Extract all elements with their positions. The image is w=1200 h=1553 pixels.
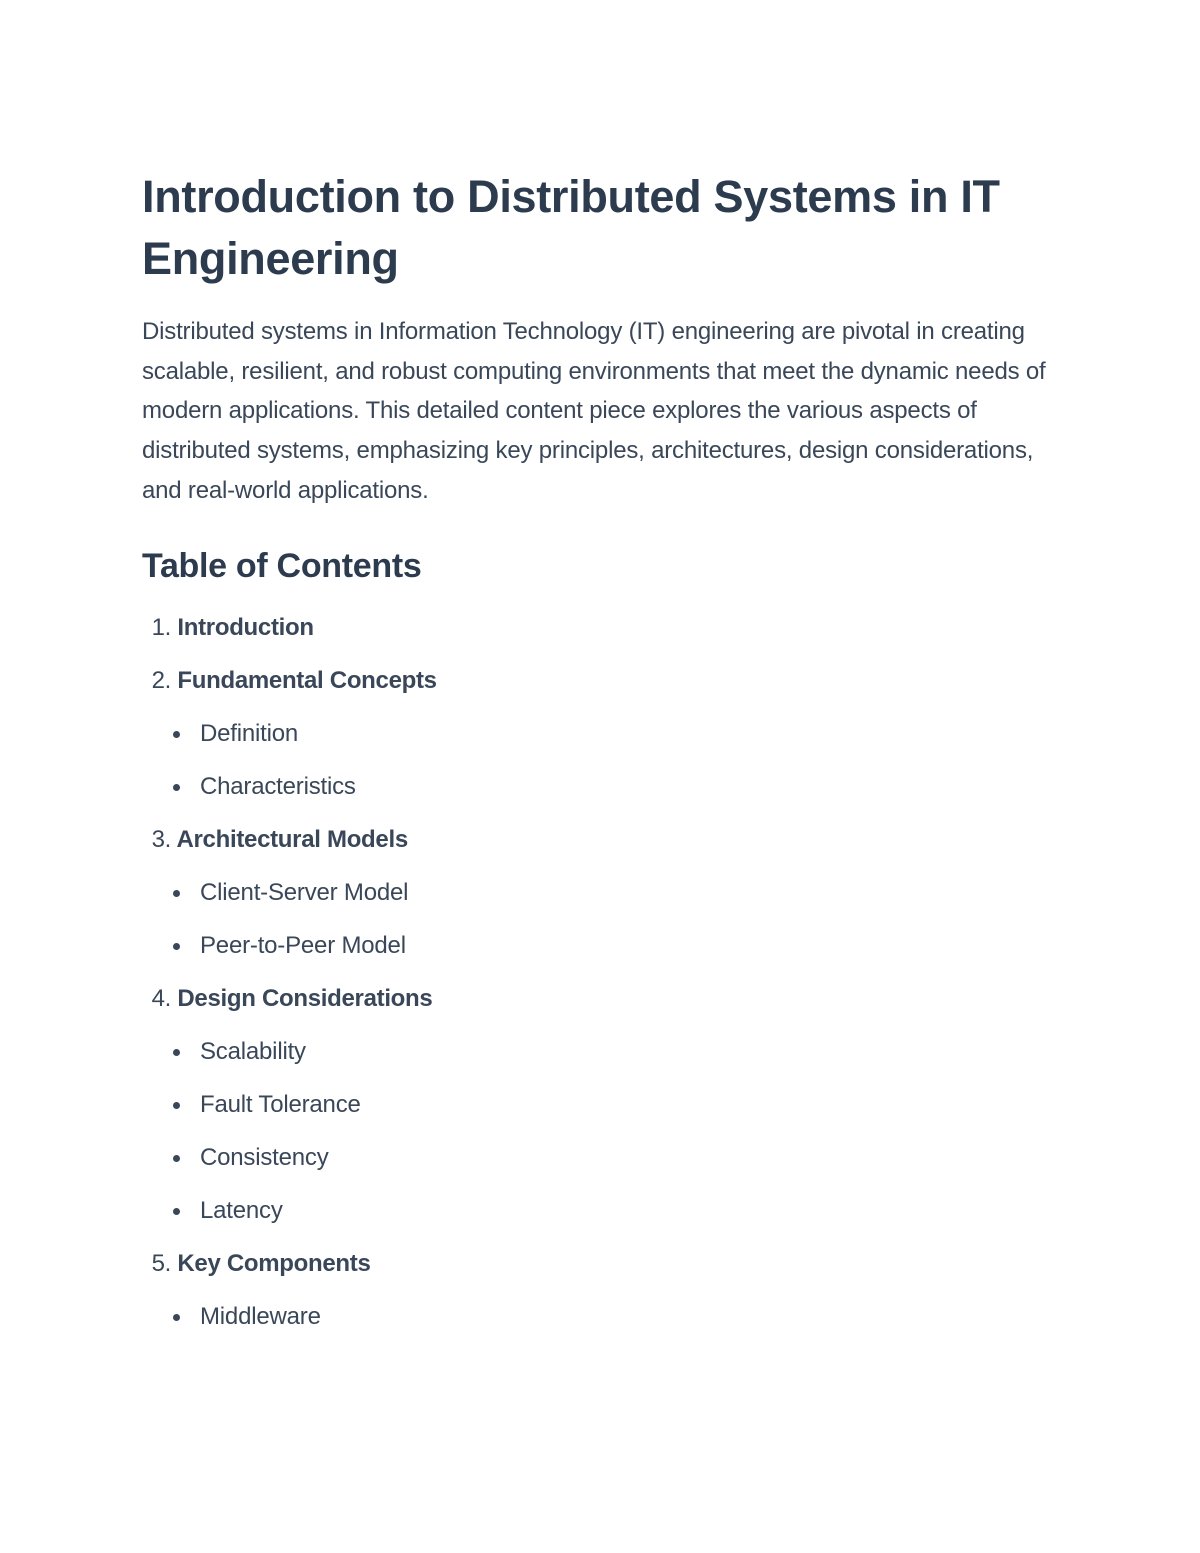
bullet-icon [173, 943, 180, 950]
toc-section-design-considerations [142, 982, 1052, 1247]
bullet-icon [173, 784, 180, 791]
toc-subitem-label: Scalability [200, 1037, 306, 1065]
toc-section-introduction [142, 611, 1052, 664]
toc-section-label: Architectural Models [176, 825, 408, 853]
toc-section-label: Fundamental Concepts [177, 666, 437, 694]
toc-subitem-label: Consistency [200, 1143, 329, 1171]
toc-subitem-label: Characteristics [200, 772, 356, 800]
toc-section-title[interactable] [142, 664, 1052, 717]
toc-subitem[interactable] [142, 717, 1052, 770]
toc-section-title[interactable] [142, 823, 1052, 876]
toc-subsection-list [142, 1035, 1052, 1247]
toc-section-number: 2. [151, 666, 171, 694]
bullet-icon [173, 890, 180, 897]
toc-section-number: 3. [151, 825, 171, 853]
toc-subitem-label: Client-Server Model [200, 878, 409, 906]
toc-section-title[interactable] [142, 982, 1052, 1035]
intro-paragraph: Distributed systems in Information Technology (IT) engineering are pivotal in creating scalable, resilient, and robust computing environments that meet the dynamic needs of modern applications. This detailed content piece explores the various aspects of distributed systems, emphasizing key principles, architectures, design considerations, and real-world applications. [142, 318, 1046, 504]
toc-subitem[interactable] [142, 1194, 1052, 1247]
bullet-icon [173, 1102, 180, 1109]
toc-subitem[interactable] [142, 1300, 1052, 1353]
bullet-icon [173, 1049, 180, 1056]
toc-subitem-label: Peer-to-Peer Model [200, 931, 406, 959]
toc-section-title[interactable] [142, 1247, 1052, 1300]
toc-subitem-label: Middleware [200, 1302, 321, 1330]
toc-subitem[interactable] [142, 1141, 1052, 1194]
toc-subitem[interactable] [142, 1088, 1052, 1141]
document-page [142, 166, 1052, 1353]
toc-section-key-components [142, 1247, 1052, 1353]
toc-section-fundamental-concepts [142, 664, 1052, 823]
bullet-icon [173, 1208, 180, 1215]
bullet-icon [173, 731, 180, 738]
toc-subitem-label: Latency [200, 1196, 283, 1224]
toc-section-title[interactable] [142, 611, 1052, 664]
toc-subitem[interactable] [142, 929, 1052, 982]
toc-section-number: 1. [151, 613, 171, 641]
toc-heading: Table of Contents [142, 546, 422, 585]
toc-subsection-list [142, 1300, 1052, 1353]
toc-subitem[interactable] [142, 876, 1052, 929]
toc-section-label: Introduction [177, 613, 314, 641]
toc-section-label: Key Components [177, 1249, 371, 1277]
toc-subitem[interactable] [142, 770, 1052, 823]
toc-section-number: 5. [151, 1249, 171, 1277]
toc-subsection-list [142, 876, 1052, 982]
toc-section-number: 4. [151, 984, 171, 1012]
bullet-icon [173, 1314, 180, 1321]
toc-subitem[interactable] [142, 1035, 1052, 1088]
toc-subitem-label: Definition [200, 719, 299, 747]
page-title: Introduction to Distributed Systems in IT Engineering [142, 171, 1000, 284]
bullet-icon [173, 1155, 180, 1162]
table-of-contents [142, 611, 1052, 1353]
toc-section-label: Design Considerations [177, 984, 433, 1012]
toc-subsection-list [142, 717, 1052, 823]
toc-section-architectural-models [142, 823, 1052, 982]
toc-subitem-label: Fault Tolerance [200, 1090, 361, 1118]
